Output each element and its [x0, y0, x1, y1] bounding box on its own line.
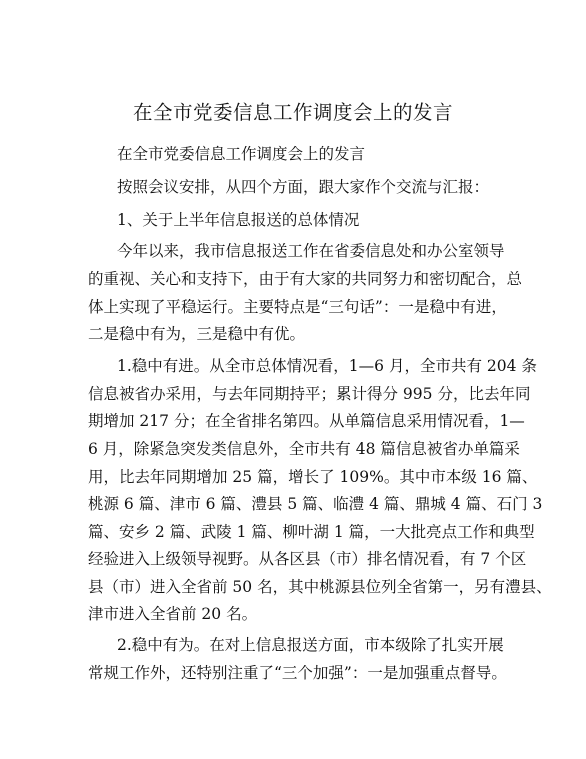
paragraph-line: 津市进入全省前 20 名。: [88, 605, 258, 623]
paragraph-line: 2.稳中有为。在对上信息报送方面，市本级除了扎实开展: [117, 636, 504, 654]
paragraph-line: 今年以来，我市信息报送工作在省委信息处和办公室领导: [117, 242, 505, 260]
paragraph-line: 6 月，除紧急突发类信息外，全市共有 48 篇信息被省办单篇采: [88, 440, 520, 458]
paragraph-line: 体上实现了平稳运行。主要特点是“三句话”：一是稳中有进，: [88, 298, 507, 316]
paragraph-line: 二是稳中有为，三是稳中有优。: [88, 325, 306, 343]
document-subtitle: 在全市党委信息工作调度会上的发言: [117, 145, 366, 163]
paragraph-line: 常规工作外，还特别注重了“三个加强”：一是加强重点督导。: [88, 664, 507, 682]
paragraph-line: 的重视、关心和支持下，由于有大家的共同努力和密切配合，总: [88, 270, 523, 288]
paragraph-line: 信息被省办采用，与去年同期持平；累计得分 995 分，比去年同: [88, 385, 531, 403]
paragraph-line: 经验进入上级领导视野。从各区县（市）排名情况看，有 7 个区: [88, 550, 527, 568]
intro-paragraph: 按照会议安排，从四个方面，跟大家作个交流与汇报：: [117, 178, 490, 196]
paragraph-line: 期增加 217 分；在全省排名第四。从单篇信息采用情况看，1—: [88, 412, 525, 430]
paragraph-line: 篇、安乡 2 篇、武陵 1 篇、柳叶湖 1 篇，一大批亮点工作和典型: [88, 523, 535, 541]
paragraph-line: 县（市）进入全省前 50 名，其中桃源县位列全省第一，另有澧县、: [88, 578, 552, 596]
paragraph-line: 用，比去年同期增加 25 篇，增长了 109%。其中市本级 16 篇、: [88, 468, 538, 486]
paragraph-line: 1.稳中有进。从全市总体情况看，1—6 月，全市共有 204 条: [117, 357, 537, 375]
document-title: 在全市党委信息工作调度会上的发言: [132, 101, 453, 124]
section-heading: 1、关于上半年信息报送的总体情况: [117, 211, 360, 229]
paragraph-line: 桃源 6 篇、津市 6 篇、澧县 5 篇、临澧 4 篇、鼎城 4 篇、石门 3: [88, 495, 543, 513]
